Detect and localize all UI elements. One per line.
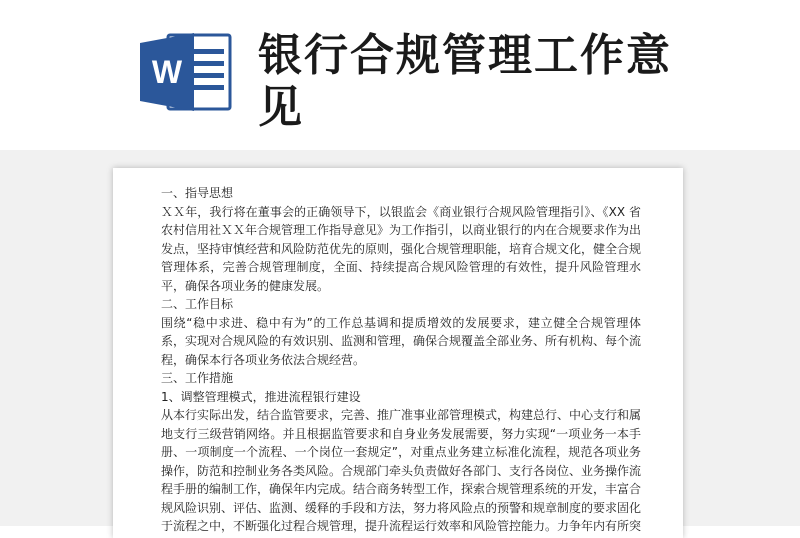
body-paragraph: 从本行实际出发，结合监管要求，完善、推广准事业部管理模式，构建总行、中心支行和属地支行三级营销网络。并且根据监管要求和自身业务发展需要，努力实现“一项业务一本手册、一项制度一个流程、一个岗位一套规定”，对重点业务建立标准化流程，规范各项业务操作，防范和控制业务各类风险。合规部门牵头负责做好各部门、支行各岗位、业务操作流程手册的编制工作，确保年内完成。结合商务转型工作，探索合规管理系统的开发，丰富合规风险识别、评估、监测、缓释的手段和方法，努力将风险点的预警和规章制度的要求固化于流程之中，不断强化过程合规管理，提升流程运行效率和风险管控能力。力争年内有所突 <box>161 408 642 533</box>
document-header <box>0 0 800 150</box>
document-page <box>113 168 683 538</box>
body-paragraph: 围绕“稳中求进、稳中有为”的工作总基调和提质增效的发展要求，建立健全合规管理体系，实现对合规风险的有效识别、监测和管理，确保合规覆盖全部业务、所有机构、每个流程，确保本行各项业务依法合规经营。 <box>161 315 642 367</box>
word-icon <box>140 31 232 113</box>
section-heading: 二、工作目标 <box>161 297 234 311</box>
body-paragraph: ＸＸ年，我行将在董事会的正确领导下，以银监会《商业银行合规风险管理指引》、《XX 省农村信用社ＸＸ年合规管理工作指导意见》为工作指引，以商业银行的内在合规要求作为出发点，坚持审慎经营和风险防范优先的原则，强化合规管理职能，培育合规文化，健全合规管理体系，完善合规管理制度，全面、持续提高合规风险管理的有效性，提升风险管理水平，确保各项业务的健康发展。 <box>161 204 642 293</box>
section-heading: 三、工作措施 <box>161 371 234 385</box>
subsection-heading: 1、调整管理模式，推进流程银行建设 <box>161 389 361 404</box>
document-body <box>161 184 641 536</box>
svg-text:W: W <box>151 54 183 90</box>
section-heading: 一、指导思想 <box>161 186 234 200</box>
page-title: 银行合规管理工作意见 <box>258 30 672 133</box>
